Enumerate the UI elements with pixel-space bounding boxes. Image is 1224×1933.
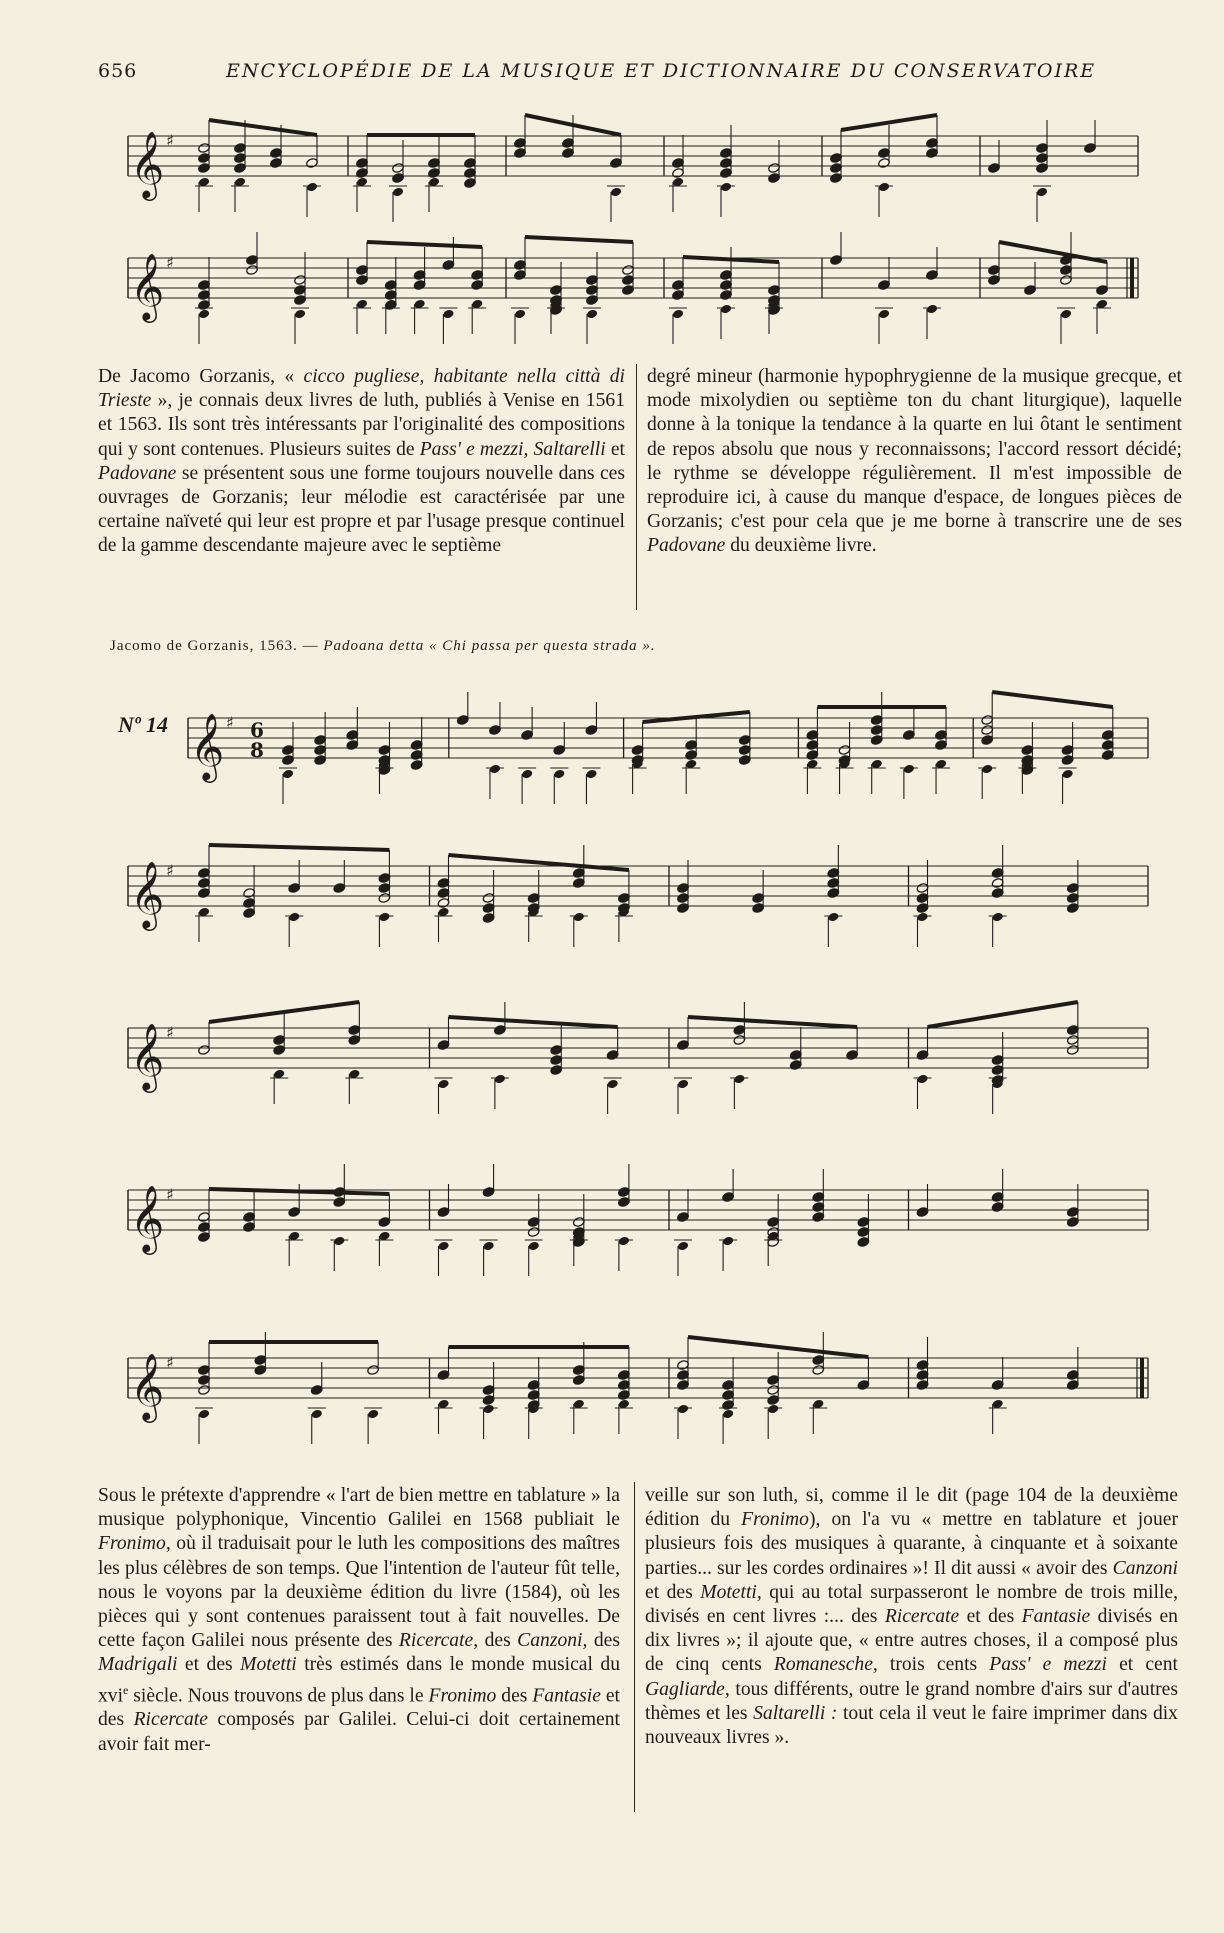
key-signature-sharp: ♯ — [166, 861, 174, 880]
lower-voice-notehead — [878, 309, 890, 320]
music-system-example-1 — [188, 700, 1148, 790]
lower-voice-notehead — [306, 182, 318, 193]
lower-voice-notehead — [367, 1409, 379, 1420]
lower-voice-notehead — [482, 1241, 494, 1252]
lower-voice-notehead — [437, 1241, 449, 1252]
lower-voice-notehead — [553, 769, 565, 780]
time-signature-top: 6 — [250, 718, 264, 742]
lower-voice-notehead — [720, 304, 732, 315]
text-column-top-right: degré mineur (harmonie hypophrygienne de la musique grecque, et mode mixolydien ou septième ton du chant liturgique), laquelle donne à la tonique la tendance à la quarte en lui ôtant le sentiment de repos absolu que nous y reconnaissons; l'accord ressort décidé; le rythme se développe régulièrement. Il m'est impossible de reproduire ici, à cause du manque d'espace, de longues pièces de Gorzanis; c'est pour cela que je me borne à transcrire une de ses Padovane du deuxième livre. — [647, 366, 1182, 557]
music-system-example-3 — [128, 1010, 1148, 1100]
note-beam — [367, 242, 482, 247]
lower-voice-notehead — [521, 769, 533, 780]
lower-voice-notehead — [722, 1409, 734, 1420]
lower-voice-notehead — [1036, 187, 1048, 198]
lower-voice-notehead — [916, 1074, 928, 1085]
lower-voice-notehead — [926, 304, 938, 315]
lower-voice-notehead — [294, 309, 306, 320]
lower-voice-notehead — [482, 1404, 494, 1415]
lower-voice-notehead — [827, 912, 839, 923]
treble-clef: 𝄞 — [130, 860, 165, 928]
key-signature-sharp: ♯ — [166, 131, 174, 150]
note-beam — [992, 692, 1113, 707]
lower-voice-notehead — [720, 182, 732, 193]
lower-voice-notehead — [618, 1236, 630, 1247]
music-system-top-1 — [128, 118, 1138, 208]
lower-voice-notehead — [198, 309, 210, 320]
lower-voice-notehead — [991, 912, 1003, 923]
running-title: ENCYCLOPÉDIE DE LA MUSIQUE ET DICTIONNAIRE DU CONSERVATOIRE — [226, 60, 1097, 82]
lower-voice-notehead — [677, 1241, 689, 1252]
note-beam — [928, 1002, 1078, 1027]
lower-voice-notehead — [916, 912, 928, 923]
note-beam — [449, 1017, 618, 1027]
lower-voice-notehead — [282, 769, 294, 780]
treble-clef: 𝄞 — [190, 712, 225, 780]
lower-voice-notehead — [1061, 769, 1073, 780]
note-beam — [209, 120, 317, 135]
treble-clef: 𝄞 — [130, 130, 165, 198]
note-beam — [688, 1017, 857, 1027]
lower-voice-notehead — [573, 912, 585, 923]
text-column-bottom-right: veille sur son luth, si, comme il le dit (page 104 de la deuxième édition du Fronimo), on l'a vu « mettre en tablature et jouer plusieurs fois des musiques à quarante, à cinquante et à soixante parties... sur les cordes ordinaires »! Il dit aussi « avoir des Canzoni et des Motetti, qui au total surpasseront le nombre de trois mille, divisés en cent livres :... des Ricercate et des Fantasie divisés en dix livres »; il ajoute que, « entre autres choses, il a composé plus de cinq cents Romanesche, trois cents Pass' e mezzi et cent Gagliarde, tous différents, outre le grand nombre d'airs sur d'autres thèmes et les Saltarelli : tout cela il veut le faire imprimer dans dix nouveaux livres ». — [645, 1485, 1178, 1749]
lower-voice-notehead — [585, 769, 597, 780]
treble-clef: 𝄞 — [130, 252, 165, 320]
text-column-top-left: De Jacomo Gorzanis, « cicco pugliese, habitante nella città di Trieste », je connais deux livres de luth, publiés à Venise en 1561 et 1563. Ils sont très intéressants par l'originalité des compositions qui y sont contenues. Plusieurs suites de Pass' e mezzi, Saltarelli et Padovane se présentent sous une forme toujours nouvelle dans ces ouvrages de Gorzanis; leur mélodie est caractérisée par une certaine naïveté qui leur est propre et par l'usage presque continuel de la gamme descendante majeure avec le septième — [98, 366, 625, 557]
treble-clef: 𝄞 — [130, 1022, 165, 1090]
lower-voice-notehead — [489, 764, 501, 775]
lower-voice-notehead — [528, 1241, 540, 1252]
lower-voice-notehead — [288, 912, 300, 923]
treble-clef: 𝄞 — [130, 1184, 165, 1252]
note-beam — [209, 845, 389, 850]
note-beam — [999, 242, 1107, 262]
lower-voice-notehead — [442, 309, 454, 320]
lower-voice-notehead — [198, 1409, 210, 1420]
lower-voice-notehead — [586, 309, 598, 320]
lower-voice-notehead — [672, 309, 684, 320]
key-signature-sharp: ♯ — [166, 1185, 174, 1204]
time-signature-bottom: 8 — [250, 738, 264, 762]
note-beam — [525, 237, 633, 242]
key-signature-sharp: ♯ — [226, 713, 234, 732]
text-column-bottom-left: Sous le prétexte d'apprendre « l'art de bien mettre en tablature » la musique polyphonique, Vincentio Galilei en 1568 publiait le Fronimo, où il traduisait pour le luth les compositions des maîtres les plus célèbres de son temps. Que l'intention de l'auteur fût telle, nous le voyons par la deuxième édition du livre (1584), où les pièces qui y sont contenues paraissent tout à fait nouvelles. De cette façon Galilei nous présente des Ricercate, des Canzoni, des Madrigali et des Motetti très estimés dans le monde musical du xvi$^e$ siècle. Nous trouvons de plus dans le Fronimo des Fantasie et des Ricercate composés par Galilei. Celui-ci doit certainement avoir fait mer- — [98, 1485, 620, 1755]
lower-voice-notehead — [494, 1074, 506, 1085]
lower-voice-notehead — [767, 1404, 779, 1415]
music-system-example-2 — [128, 848, 1148, 938]
column-divider-bottom — [634, 1482, 635, 1812]
key-signature-sharp: ♯ — [166, 1023, 174, 1042]
lower-voice-notehead — [878, 182, 890, 193]
music-example-caption: Jacomo de Gorzanis, 1563. — Padoana detta « Chi passa per questa strada ». — [110, 638, 656, 654]
lower-voice-notehead — [677, 1404, 689, 1415]
lower-voice-notehead — [392, 187, 404, 198]
note-beam — [449, 855, 629, 870]
lower-voice-notehead — [378, 912, 390, 923]
page-number: 656 — [98, 60, 138, 82]
lower-voice-notehead — [437, 1079, 449, 1090]
page-header — [98, 54, 1097, 88]
lower-voice-notehead — [333, 1236, 345, 1247]
key-signature-sharp: ♯ — [166, 253, 174, 272]
music-system-example-4 — [128, 1172, 1148, 1262]
music-system-example-5 — [128, 1340, 1148, 1430]
lower-voice-notehead — [981, 764, 993, 775]
lower-voice-notehead — [903, 764, 915, 775]
lower-voice-notehead — [606, 1079, 618, 1090]
lower-voice-notehead — [722, 1236, 734, 1247]
lower-voice-notehead — [311, 1409, 323, 1420]
lower-voice-notehead — [1060, 309, 1072, 320]
treble-clef: 𝄞 — [130, 1352, 165, 1420]
column-divider-top — [636, 364, 637, 610]
example-number: Nº 14 — [118, 712, 168, 737]
lower-voice-notehead — [610, 187, 622, 198]
key-signature-sharp: ♯ — [166, 1353, 174, 1372]
lower-voice-notehead — [733, 1074, 745, 1085]
lower-voice-notehead — [677, 1079, 689, 1090]
music-system-top-2 — [128, 240, 1138, 330]
lower-voice-notehead — [514, 309, 526, 320]
